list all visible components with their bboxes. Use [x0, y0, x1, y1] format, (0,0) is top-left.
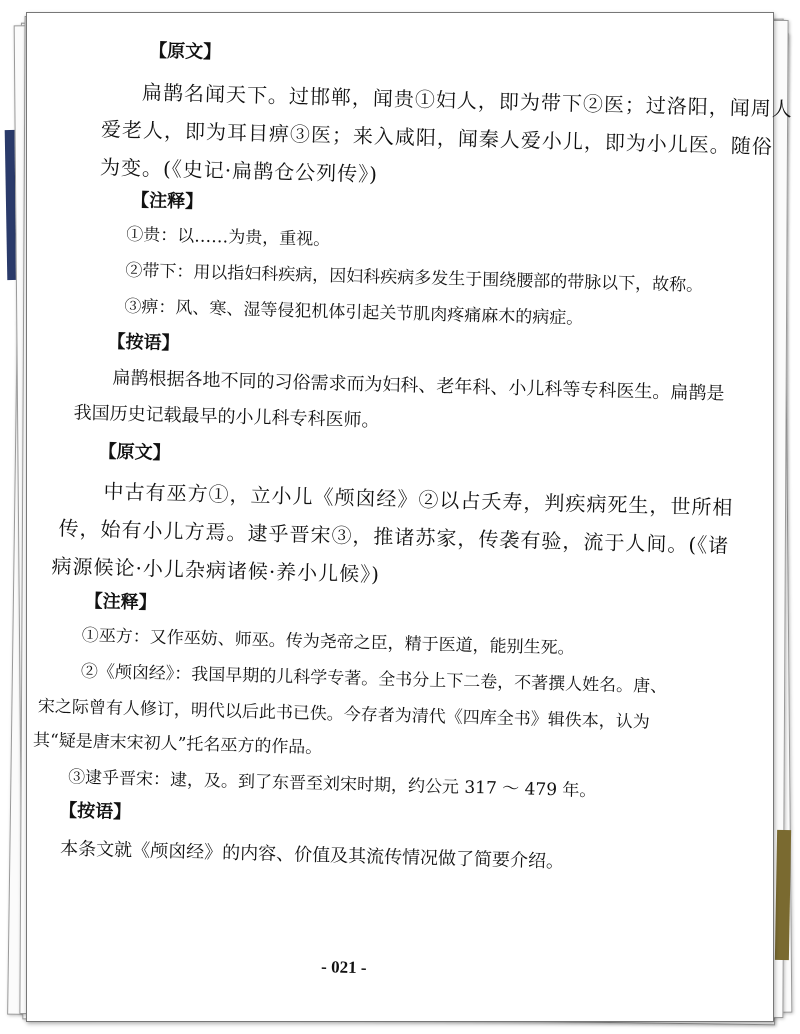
section-heading-original-text: 【原文】	[148, 40, 222, 64]
commentary-line: 我国历史记载最早的小儿科专科医师。	[73, 402, 380, 432]
text-line: 病源候论·小儿杂病诸候·养小儿候》)	[51, 553, 381, 587]
text-line: 传，始有小儿方焉。逮乎晋宋③，推诸苏家，传袭有验，流于人间。(《诸	[58, 516, 730, 558]
section-heading-annotation: 【注释】	[84, 590, 157, 614]
page-number: - 021 -	[320, 957, 367, 978]
commentary-line: 本条文就《颅囟经》的内容、价值及其流传情况做了简要介绍。	[59, 838, 565, 873]
text-line: 扁鹊名闻天下。过邯郸，闻贵①妇人，即为带下②医；过洛阳，闻周人	[141, 80, 794, 122]
annotation-line: ③痹：风、寒、湿等侵犯机体引起关节肌肉疼痛麻木的病症。	[124, 296, 584, 329]
binder-edge-right	[775, 830, 791, 960]
section-heading-annotation: 【注释】	[130, 189, 204, 213]
section-heading-original-text: 【原文】	[98, 441, 171, 464]
annotation-line: 其“疑是唐末宋初人”托名巫方的作品。	[32, 730, 323, 759]
section-heading-commentary: 【按语】	[107, 331, 180, 355]
commentary-line: 扁鹊根据各地不同的习俗需求而为妇科、老年科、小儿科等专科医生。扁鹊是	[112, 367, 725, 405]
text-line: 爱老人，即为耳目痹③医；来入咸阳，闻秦人爱小儿，即为小儿医。随俗	[100, 117, 774, 159]
annotation-line: ①巫方：又作巫妨、师巫。传为尧帝之臣，精于医道，能别生死。	[81, 625, 575, 659]
annotation-line: ②带下：用以指妇科疾病，因妇科疾病多发生于围绕腰部的带脉以下，故称。	[125, 260, 704, 296]
annotation-line: ②《颅囟经》：我国早期的儿科学专著。全书分上下二卷，不著撰人姓名。唐、	[80, 661, 668, 698]
text-line: 为变。(《史记·扁鹊仓公列传》)	[99, 155, 379, 187]
page-content	[14, 3, 794, 1030]
text-line: 中古有巫方①，立小儿《颅囟经》②以占夭寿，判疾病死生，世所相	[103, 479, 734, 520]
book-page	[26, 12, 794, 1022]
annotation-line: ①贵：以……为贵，重视。	[126, 224, 331, 251]
annotation-line: ③逮乎晋宋：逮，及。到了东晋至刘宋时期，约公元 317 ～ 479 年。	[67, 767, 597, 802]
section-heading-commentary: 【按语】	[58, 800, 132, 824]
annotation-line: 宋之际曾有人修订，明代以后此书已佚。今存者为清代《四库全书》辑佚本，认为	[37, 696, 650, 733]
